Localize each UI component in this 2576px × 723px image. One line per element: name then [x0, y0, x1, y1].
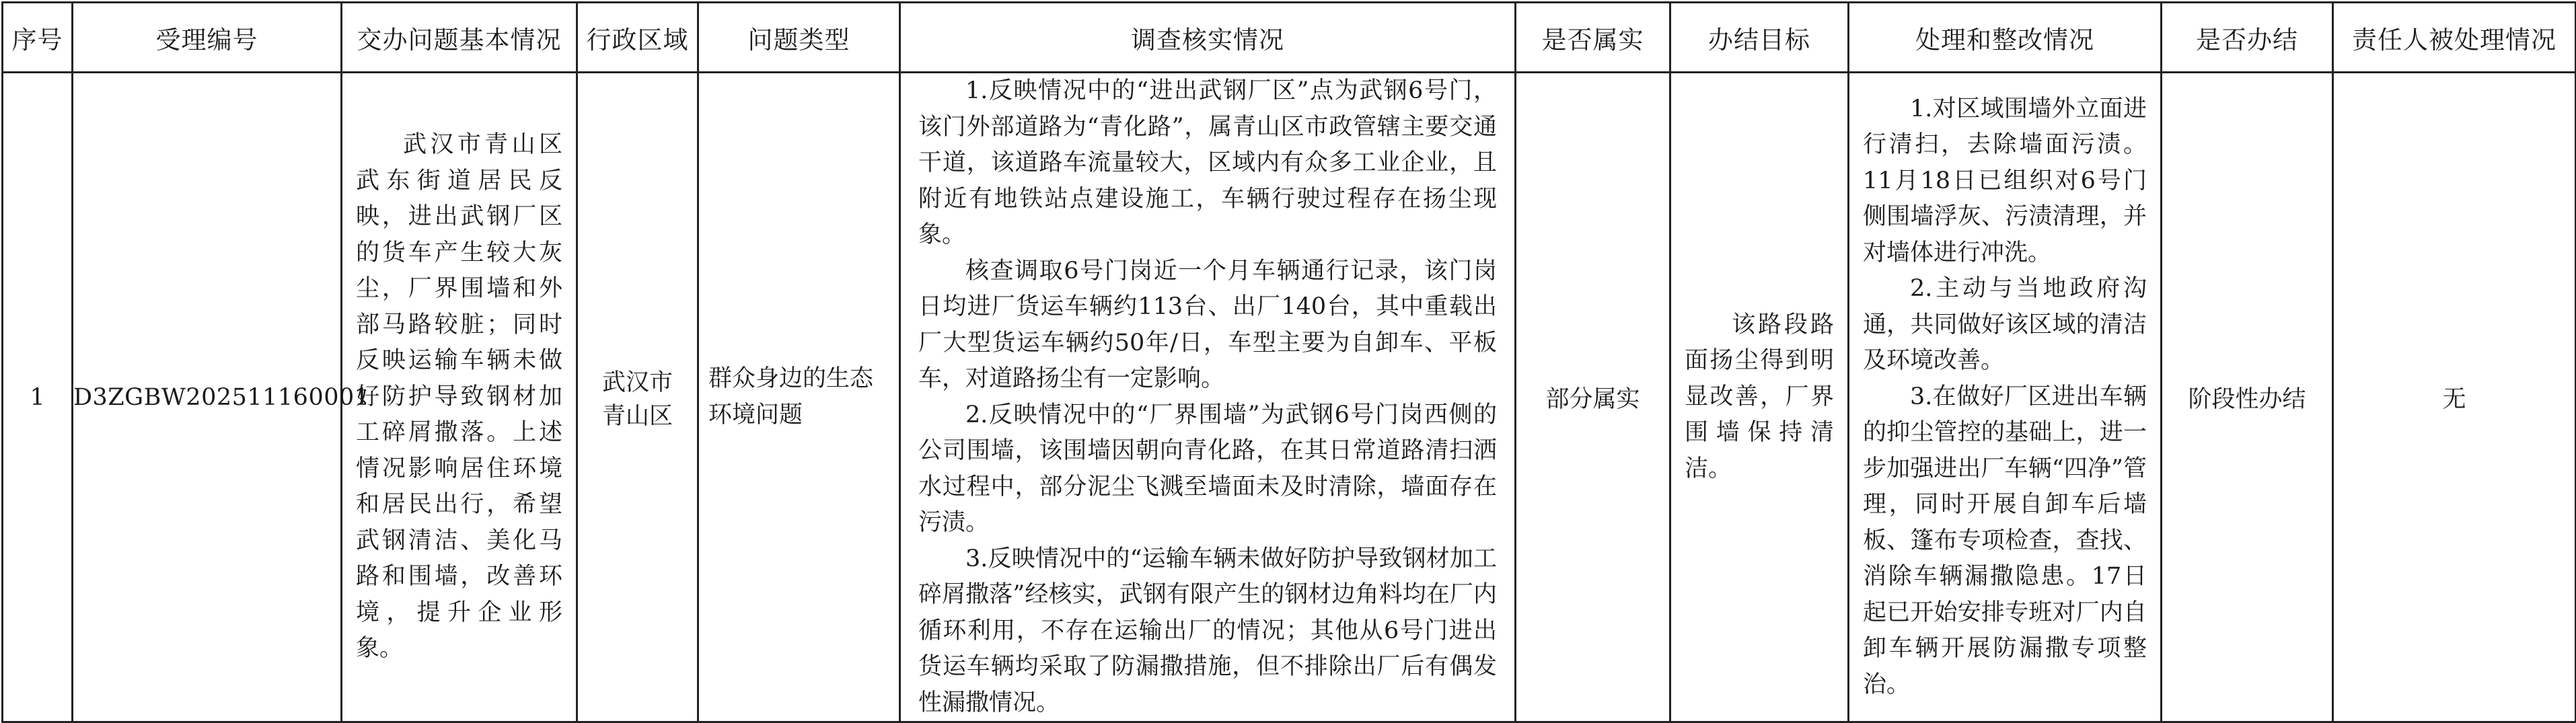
cell-completed: 阶段性办结 [2162, 73, 2333, 722]
cell-goal [1670, 73, 1849, 722]
cell-issue [342, 73, 577, 722]
handling-paragraph-2: 2.主动与当地政府沟通，共同做好该区域的清洁及环境改善。 [1863, 275, 2147, 375]
header-case-no: 受理编号 [73, 3, 342, 73]
cell-investigation [900, 73, 1516, 722]
supervision-table [1, 1, 2576, 723]
header-completed: 是否办结 [2162, 3, 2333, 73]
cell-type: 群众身边的生态环境问题 [698, 73, 900, 722]
header-type: 问题类型 [698, 3, 900, 73]
cell-seq: 1 [3, 73, 73, 722]
header-issue: 交办问题基本情况 [342, 3, 577, 73]
cell-accountability: 无 [2333, 73, 2576, 722]
header-accountability: 责任人被处理情况 [2333, 3, 2576, 73]
header-investigation: 调查核实情况 [900, 3, 1516, 73]
header-region: 行政区域 [577, 3, 698, 73]
handling-paragraph-3: 3.在做好厂区进出车辆的抑尘管控的基础上，进一步加强进出厂车辆“四净”管理，同时开展自卸车后墙板、篷布专项检查，查找、消除车辆漏撒隐患。17日起已开始安排专班对厂内自卸车辆开展防漏撒专项整治。 [1863, 383, 2147, 698]
investigation-paragraph-4: 3.反映情况中的“运输车辆未做好防护导致钢材加工碎屑撒落”经核实，武钢有限产生的钢材边角料均在厂内循环利用，不存在运输出厂的情况；其他从6号门进出货运车辆均采取了防漏撒措施，但不排除出厂后有偶发性漏撒情况。 [918, 545, 1497, 716]
cell-handling [1849, 73, 2162, 722]
table-row [3, 73, 2576, 722]
investigation-paragraph-3: 2.反映情况中的“厂界围墙”为武钢6号门岗西侧的公司围墙，该围墙因朝向青化路，在其日常道路清扫洒水过程中，部分泥尘飞溅至墙面未及时清除，墙面存在污渍。 [918, 401, 1497, 536]
investigation-paragraph-2: 核查调取6号门岗近一个月车辆通行记录，该门岗日均进厂货运车辆约113台、出厂140台，其中重载出厂大型货运车辆约50年/日，车型主要为自卸车、平板车，对道路扬尘有一定影响。 [918, 257, 1497, 392]
cell-case-no: D3ZGBW202511160001 [73, 73, 342, 722]
header-seq: 序号 [3, 3, 73, 73]
cell-verified: 部分属实 [1516, 73, 1670, 722]
header-handling: 处理和整改情况 [1849, 3, 2162, 73]
cell-region: 武汉市青山区 [577, 73, 698, 722]
header-goal: 办结目标 [1670, 3, 1849, 73]
goal-paragraph: 该路段路面扬尘得到明显改善，厂界围墙保持清洁。 [1685, 311, 1834, 482]
header-verified: 是否属实 [1516, 3, 1670, 73]
handling-paragraph-1: 1.对区域围墙外立面进行清扫，去除墙面污渍。11月18日已组织对6号门侧围墙浮灰、污渍清理，并对墙体进行冲洗。 [1863, 95, 2147, 266]
investigation-paragraph-1: 1.反映情况中的“进出武钢厂区”点为武钢6号门，该门外部道路为“青化路”，属青山区市政管辖主要交通干道，该道路车流量较大，区域内有众多工业企业，且附近有地铁站点建设施工，车辆行驶过程存在扬尘现象。 [918, 77, 1497, 248]
issue-paragraph: 武汉市青山区武东街道居民反映，进出武钢厂区的货车产生较大灰尘，厂界围墙和外部马路较脏；同时反映运输车辆未做好防护导致钢材加工碎屑撒落。上述情况影响居住环境和居民出行，希望武钢清洁、美化马路和围墙，改善环境，提升企业形象。 [356, 131, 562, 662]
header-row [3, 3, 2576, 73]
